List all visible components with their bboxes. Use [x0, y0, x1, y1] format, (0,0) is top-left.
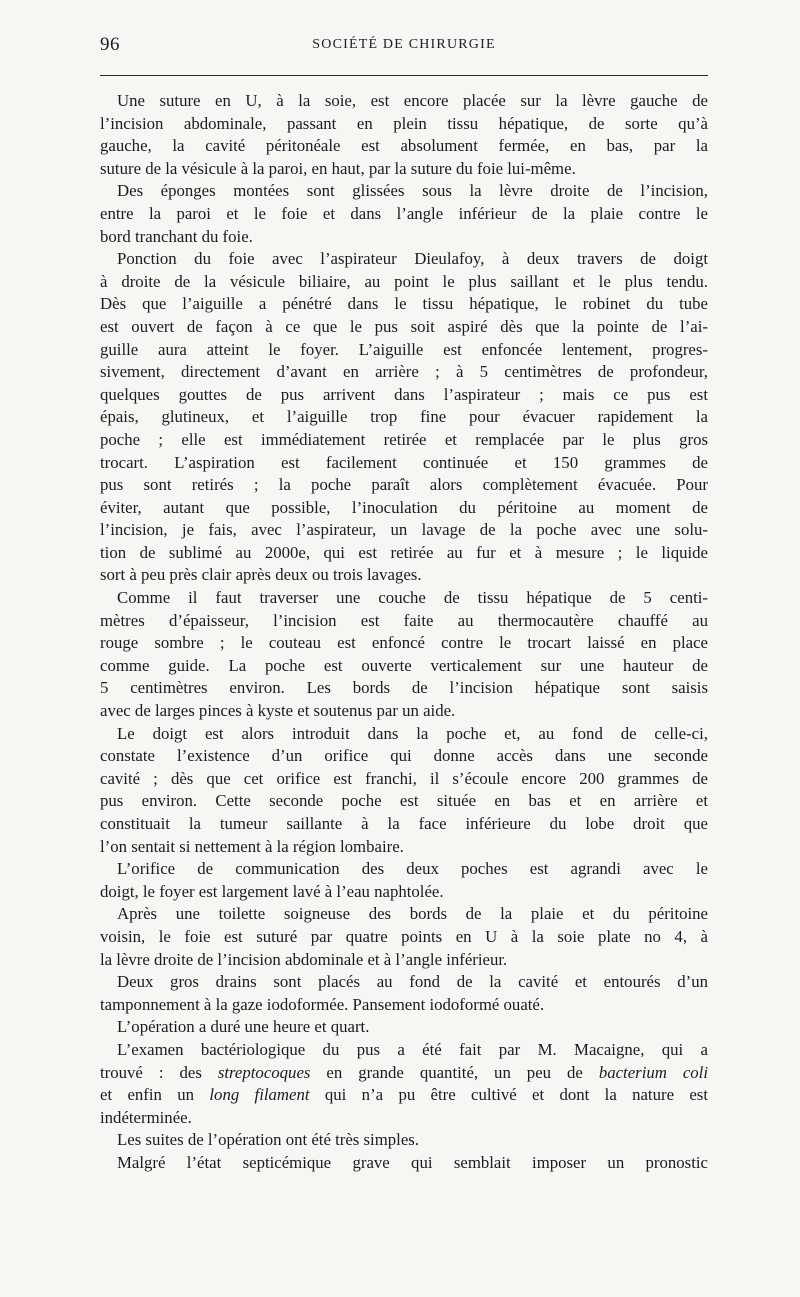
text-line: pus environ. Cette seconde poche est située en bas et en arrière et	[100, 791, 708, 811]
text-line: sivement, directement d’avant en arrière ; à 5 centimètres de profondeur,	[100, 362, 708, 382]
text-line: Une suture en U, à la soie, est encore placée sur la lèvre gauche de	[117, 91, 708, 110]
text-line: voisin, le foie est suturé par quatre points en U à la soie plate no 4, à	[100, 926, 708, 946]
text-span: en grande quantité, un peu de	[310, 1062, 599, 1082]
text-line: entre la paroi et le foie et dans l’angle inférieur de la plaie contre le	[100, 203, 708, 223]
text-line: à droite de la vésicule biliaire, au point le plus saillant et le plus tendu.	[100, 271, 708, 291]
text-line: l’on sentait si nettement à la région lombaire.	[100, 836, 404, 856]
text-line: L’examen bactériologique du pus a été fait par M. Macaigne, qui a	[117, 1039, 708, 1059]
text-line	[100, 1062, 708, 1085]
text-line: mètres d’épaisseur, l’incision est faite au thermocautère chauffé au	[100, 610, 708, 630]
running-title: SOCIÉTÉ DE CHIRURGIE	[312, 37, 496, 52]
text-line: indéterminée.	[100, 1107, 192, 1127]
text-line: cavité ; dès que cet orifice est franchi, il s’écoule encore 200 grammes de	[100, 768, 708, 788]
text-line: Le doigt est alors introduit dans la poche et, au fond de celle-ci,	[117, 723, 708, 743]
text-line: trocart. L’aspiration est facilement continuée et 150 grammes de	[100, 452, 708, 472]
text-line: Deux gros drains sont placés au fond de la cavité et entourés d’un	[117, 972, 708, 992]
text-line: avec de larges pinces à kyste et soutenus par un aide.	[100, 701, 456, 721]
text-line: comme guide. La poche est ouverte verticalement sur une hauteur de	[100, 655, 708, 675]
text-line: 5 centimètres environ. Les bords de l’incision hépatique sont saisis	[100, 678, 708, 698]
text-line: épais, glutineux, et l’aiguille trop fine pour évacuer rapidement la	[100, 407, 708, 427]
text-line: tion de sublimé au 2000e, qui est retirée au fur et à mesure ; le liquide	[100, 542, 708, 562]
text-line: pus sont retirés ; la poche paraît alors complètement évacuée. Pour	[100, 475, 708, 495]
page-number: 96	[100, 34, 120, 55]
text-line: quelques gouttes de pus arrivent dans l’aspirateur ; mais ce pus est	[100, 384, 708, 404]
text-line: guille aura atteint le foyer. L’aiguille est enfoncée lentement, progres-	[100, 339, 708, 359]
text-line: Après une toilette soigneuse des bords de la plaie et du péritoine	[117, 904, 708, 924]
text-line: poche ; elle est immédiatement retirée et remplacée par le plus gros	[100, 429, 708, 449]
italic-term: long filament	[209, 1085, 310, 1105]
text-span: qui n’a pu être cultivé et dont la nature est	[309, 1085, 709, 1105]
text-line: Ponction du foie avec l’aspirateur Dieulafoy, à deux travers de doigt	[117, 249, 708, 269]
text-line: constate l’existence d’un orifice qui donne accès dans une seconde	[100, 746, 708, 766]
text-line: l’incision, je fais, avec l’aspirateur, un lavage de la poche avec une solu-	[100, 520, 708, 540]
text-line: sort à peu près clair après deux ou trois lavages.	[100, 565, 422, 585]
text-line: Comme il faut traverser une couche de tissu hépatique de 5 centi-	[117, 588, 708, 608]
text-span: et enfin un	[100, 1085, 210, 1105]
text-line: éviter, autant que possible, l’inoculation du péritoine au moment de	[100, 497, 708, 517]
text-line: la lèvre droite de l’incision abdominale et à l’angle inférieur.	[100, 949, 508, 969]
text-line: Malgré l’état septicémique grave qui semblait imposer un pronostic	[117, 1152, 708, 1172]
text-line: Des éponges montées sont glissées sous la lèvre droite de l’incision,	[117, 181, 708, 201]
text-span: trouvé : des	[100, 1062, 218, 1082]
text-line: rouge sombre ; le couteau est enfoncé contre le trocart laissé en place	[100, 633, 708, 653]
text-line: est ouvert de façon à ce que le pus soit aspiré dès que la pointe de l’ai-	[100, 316, 708, 336]
text-line: doigt, le foyer est largement lavé à l’eau naphtolée.	[100, 881, 444, 901]
italic-term: bacterium coli	[598, 1062, 709, 1082]
text-line: L’orifice de communication des deux poches est agrandi avec le	[117, 859, 708, 879]
italic-term: streptocoques	[217, 1062, 311, 1082]
text-line: Les suites de l’opération ont été très simples.	[117, 1130, 419, 1150]
page-header	[100, 34, 708, 58]
text-line: bord tranchant du foie.	[100, 226, 253, 246]
header-rule	[100, 75, 708, 76]
text-line: tamponnement à la gaze iodoformée. Pansement iodoformé ouaté.	[100, 994, 545, 1014]
body-text	[100, 90, 709, 1175]
text-line: gauche, la cavité péritonéale est absolument fermée, en bas, par la	[100, 136, 708, 156]
text-line: suture de la vésicule à la paroi, en haut, par la suture du foie lui-même.	[100, 158, 576, 178]
text-line: L’opération a duré une heure et quart.	[117, 1017, 370, 1037]
text-line: l’incision abdominale, passant en plein tissu hépatique, de sorte qu’à	[100, 113, 708, 133]
text-line: Dès que l’aiguille a pénétré dans le tissu hépatique, le robinet du tube	[100, 294, 708, 314]
text-line: constituait la tumeur saillante à la face inférieure du lobe droit que	[100, 814, 708, 833]
text-line	[100, 1084, 708, 1107]
